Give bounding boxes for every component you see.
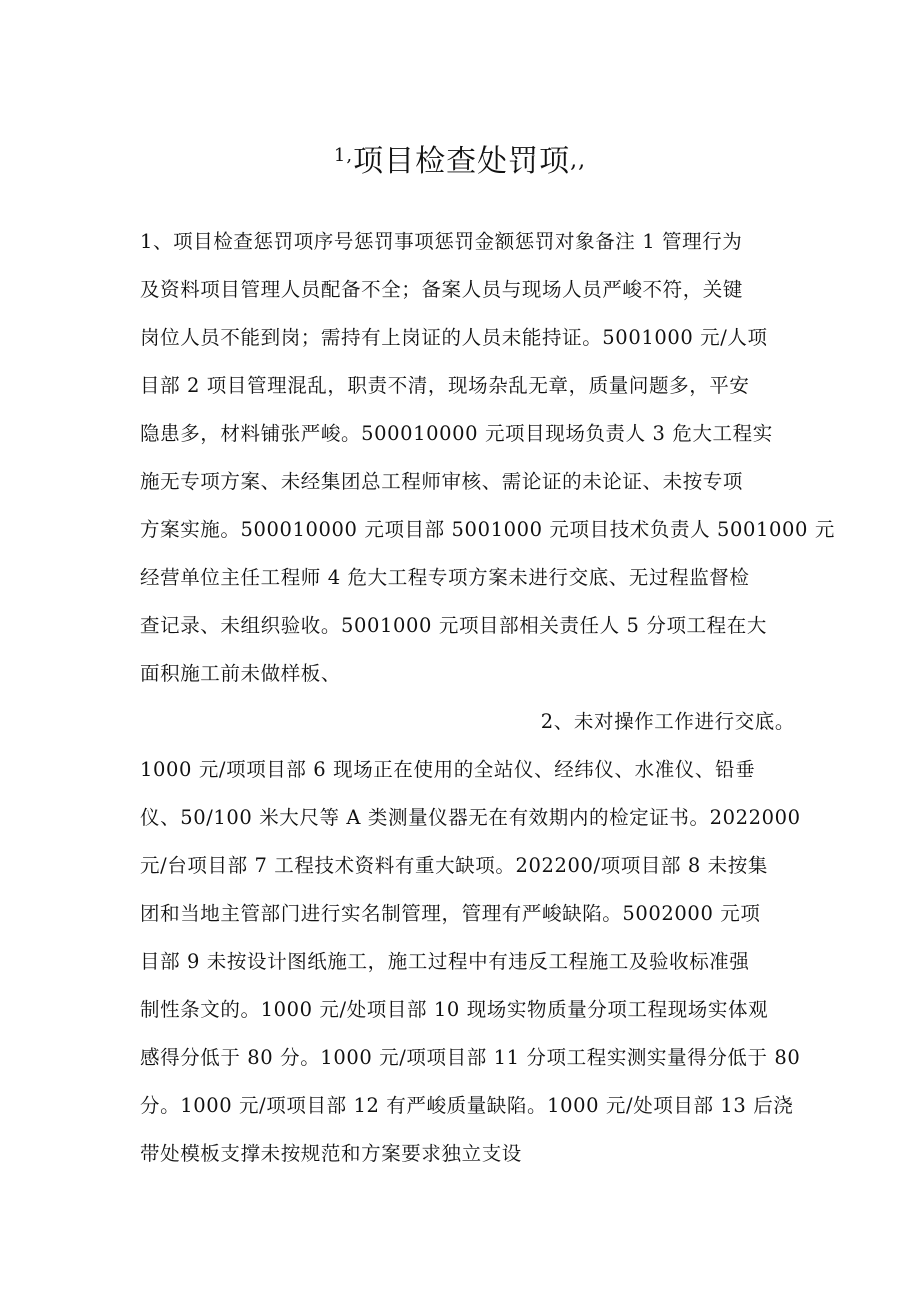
body-line: 分。1000 元/项项目部 12 有严峻质量缺陷。1000 元/处项目部 13 后浇 xyxy=(140,1094,794,1117)
body-line: 隐患多，材料铺张严峻。500010000 元项目现场负责人 3 危大工程实 xyxy=(140,422,773,445)
body-line: 目部 2 项目管理混乱，职责不清，现场杂乱无章，质量问题多，平安 xyxy=(140,374,750,397)
body-line: 仪、50/100 米大尺等 A 类测量仪器无在有效期内的检定证书。2022000 xyxy=(140,806,801,829)
body-line: 面积施工前未做样板、 xyxy=(140,662,342,685)
document-title xyxy=(0,136,920,180)
body-line: 团和当地主管部门进行实名制管理，管理有严峻缺陷。5002000 元项 xyxy=(140,902,761,925)
body-line: 感得分低于 80 分。1000 元/项项目部 11 分项工程实测实量得分低于 80 xyxy=(140,1046,801,1069)
body-line: 带处模板支撑未按规范和方案要求独立支设 xyxy=(140,1142,522,1165)
body-line-right: 2、未对操作工作进行交底。 xyxy=(540,710,795,733)
title-text: 项目检查处罚项 xyxy=(353,144,571,179)
body-line: 1、项目检查惩罚项序号惩罚事项惩罚金额惩罚对象备注 1 管理行为 xyxy=(140,230,743,253)
body-line: 1000 元/项项目部 6 现场正在使用的全站仪、经纬仪、水准仪、铅垂 xyxy=(140,758,756,781)
body-line: 经营单位主任工程师 4 危大工程专项方案未进行交底、无过程监督检 xyxy=(140,566,750,589)
body-line: 及资料项目管理人员配备不全；备案人员与现场人员严峻不符，关键 xyxy=(140,278,744,301)
body-line: 目部 9 未按设计图纸施工，施工过程中有违反工程施工及验收标准强 xyxy=(140,950,750,973)
body-line: 施无专项方案、未经集团总工程师审核、需论证的未论证、未按专项 xyxy=(140,470,744,493)
title-prefix: 1, xyxy=(333,145,354,166)
title-suffix: ,, xyxy=(570,148,587,173)
body-line: 元/台项目部 7 工程技术资料有重大缺项。202200/项项目部 8 未按集 xyxy=(140,854,768,877)
body-line: 方案实施。500010000 元项目部 5001000 元项目技术负责人 5001000 元 xyxy=(140,518,835,541)
body-line: 岗位人员不能到岗；需持有上岗证的人员未能持证。5001000 元/人项 xyxy=(140,326,768,349)
body-line: 查记录、未组织验收。5001000 元项目部相关责任人 5 分项工程在大 xyxy=(140,614,767,637)
body-line: 制性条文的。1000 元/处项目部 10 现场实物质量分项工程现场实体观 xyxy=(140,998,769,1021)
